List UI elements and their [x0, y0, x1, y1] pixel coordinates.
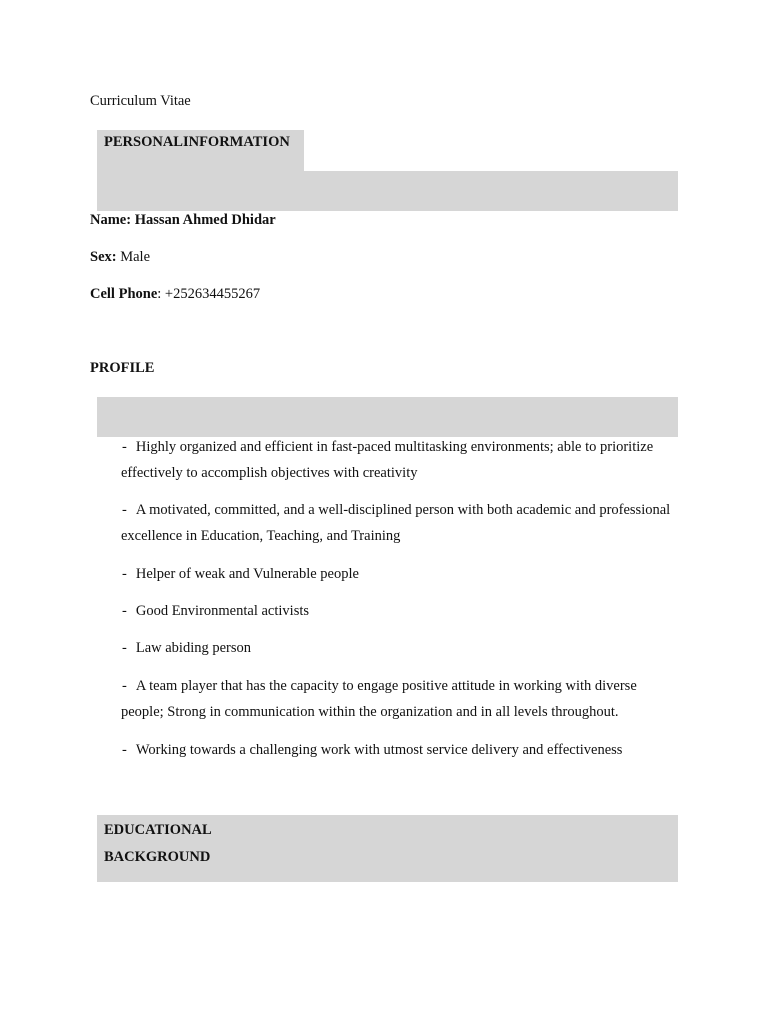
personal-info-band [97, 171, 678, 211]
sex-label: Sex: [90, 249, 117, 265]
profile-item-text: Working towards a challenging work with utmost service delivery and effectiveness [135, 742, 623, 758]
profile-item-text: Helper of weak and Vulnerable people [135, 566, 359, 582]
name-label: Name: [90, 212, 132, 228]
personal-info-heading: PERSONALINFORMATION [104, 134, 290, 150]
profile-heading: PROFILE [90, 360, 155, 376]
sex-value: Male [120, 249, 151, 265]
profile-item-text: Law abiding person [135, 640, 252, 656]
phone-label: Cell Phone [90, 286, 158, 302]
education-heading [104, 817, 264, 871]
profile-item: - Working towards a challenging work with utmost service delivery and effectiveness [122, 742, 623, 758]
phone-field [90, 286, 260, 303]
sex-field [90, 249, 150, 266]
name-field [90, 212, 276, 229]
profile-item: - Highly organized and efficient in fast-paced multitasking environments; able to prioritize effectively to accomplish objectives with creativity [121, 439, 654, 481]
profile-item: - A team player that has the capacity to engage positive attitude in working with diverse people; Strong in communication within the organization and in all levels throughout. [121, 678, 637, 720]
education-heading-line1: EDUCATIONAL [104, 822, 212, 838]
document-title: Curriculum Vitae [90, 93, 191, 109]
profile-item: - Good Environmental activists [122, 603, 310, 619]
name-value: Hassan Ahmed Dhidar [134, 212, 276, 228]
profile-item-text: A team player that has the capacity to engage positive attitude in working with diverse people; Strong in communication within the organization and in all levels throughout. [121, 678, 637, 720]
profile-item: - Helper of weak and Vulnerable people [122, 566, 359, 582]
profile-item-text: Good Environmental activists [135, 603, 310, 619]
profile-item-text: A motivated, committed, and a well-disciplined person with both academic and professional excellence in Education, Teaching, and Training [121, 502, 671, 544]
phone-value: : +252634455267 [157, 286, 261, 302]
profile-band [97, 397, 678, 437]
profile-item: - A motivated, committed, and a well-disciplined person with both academic and professional excellence in Education, Teaching, and Training [121, 502, 671, 544]
profile-item: - Law abiding person [122, 640, 252, 656]
profile-item-text: Highly organized and efficient in fast-paced multitasking environments; able to prioritize effectively to accomplish objectives with creativity [121, 439, 654, 481]
education-heading-line2: BACKGROUND [104, 849, 211, 865]
